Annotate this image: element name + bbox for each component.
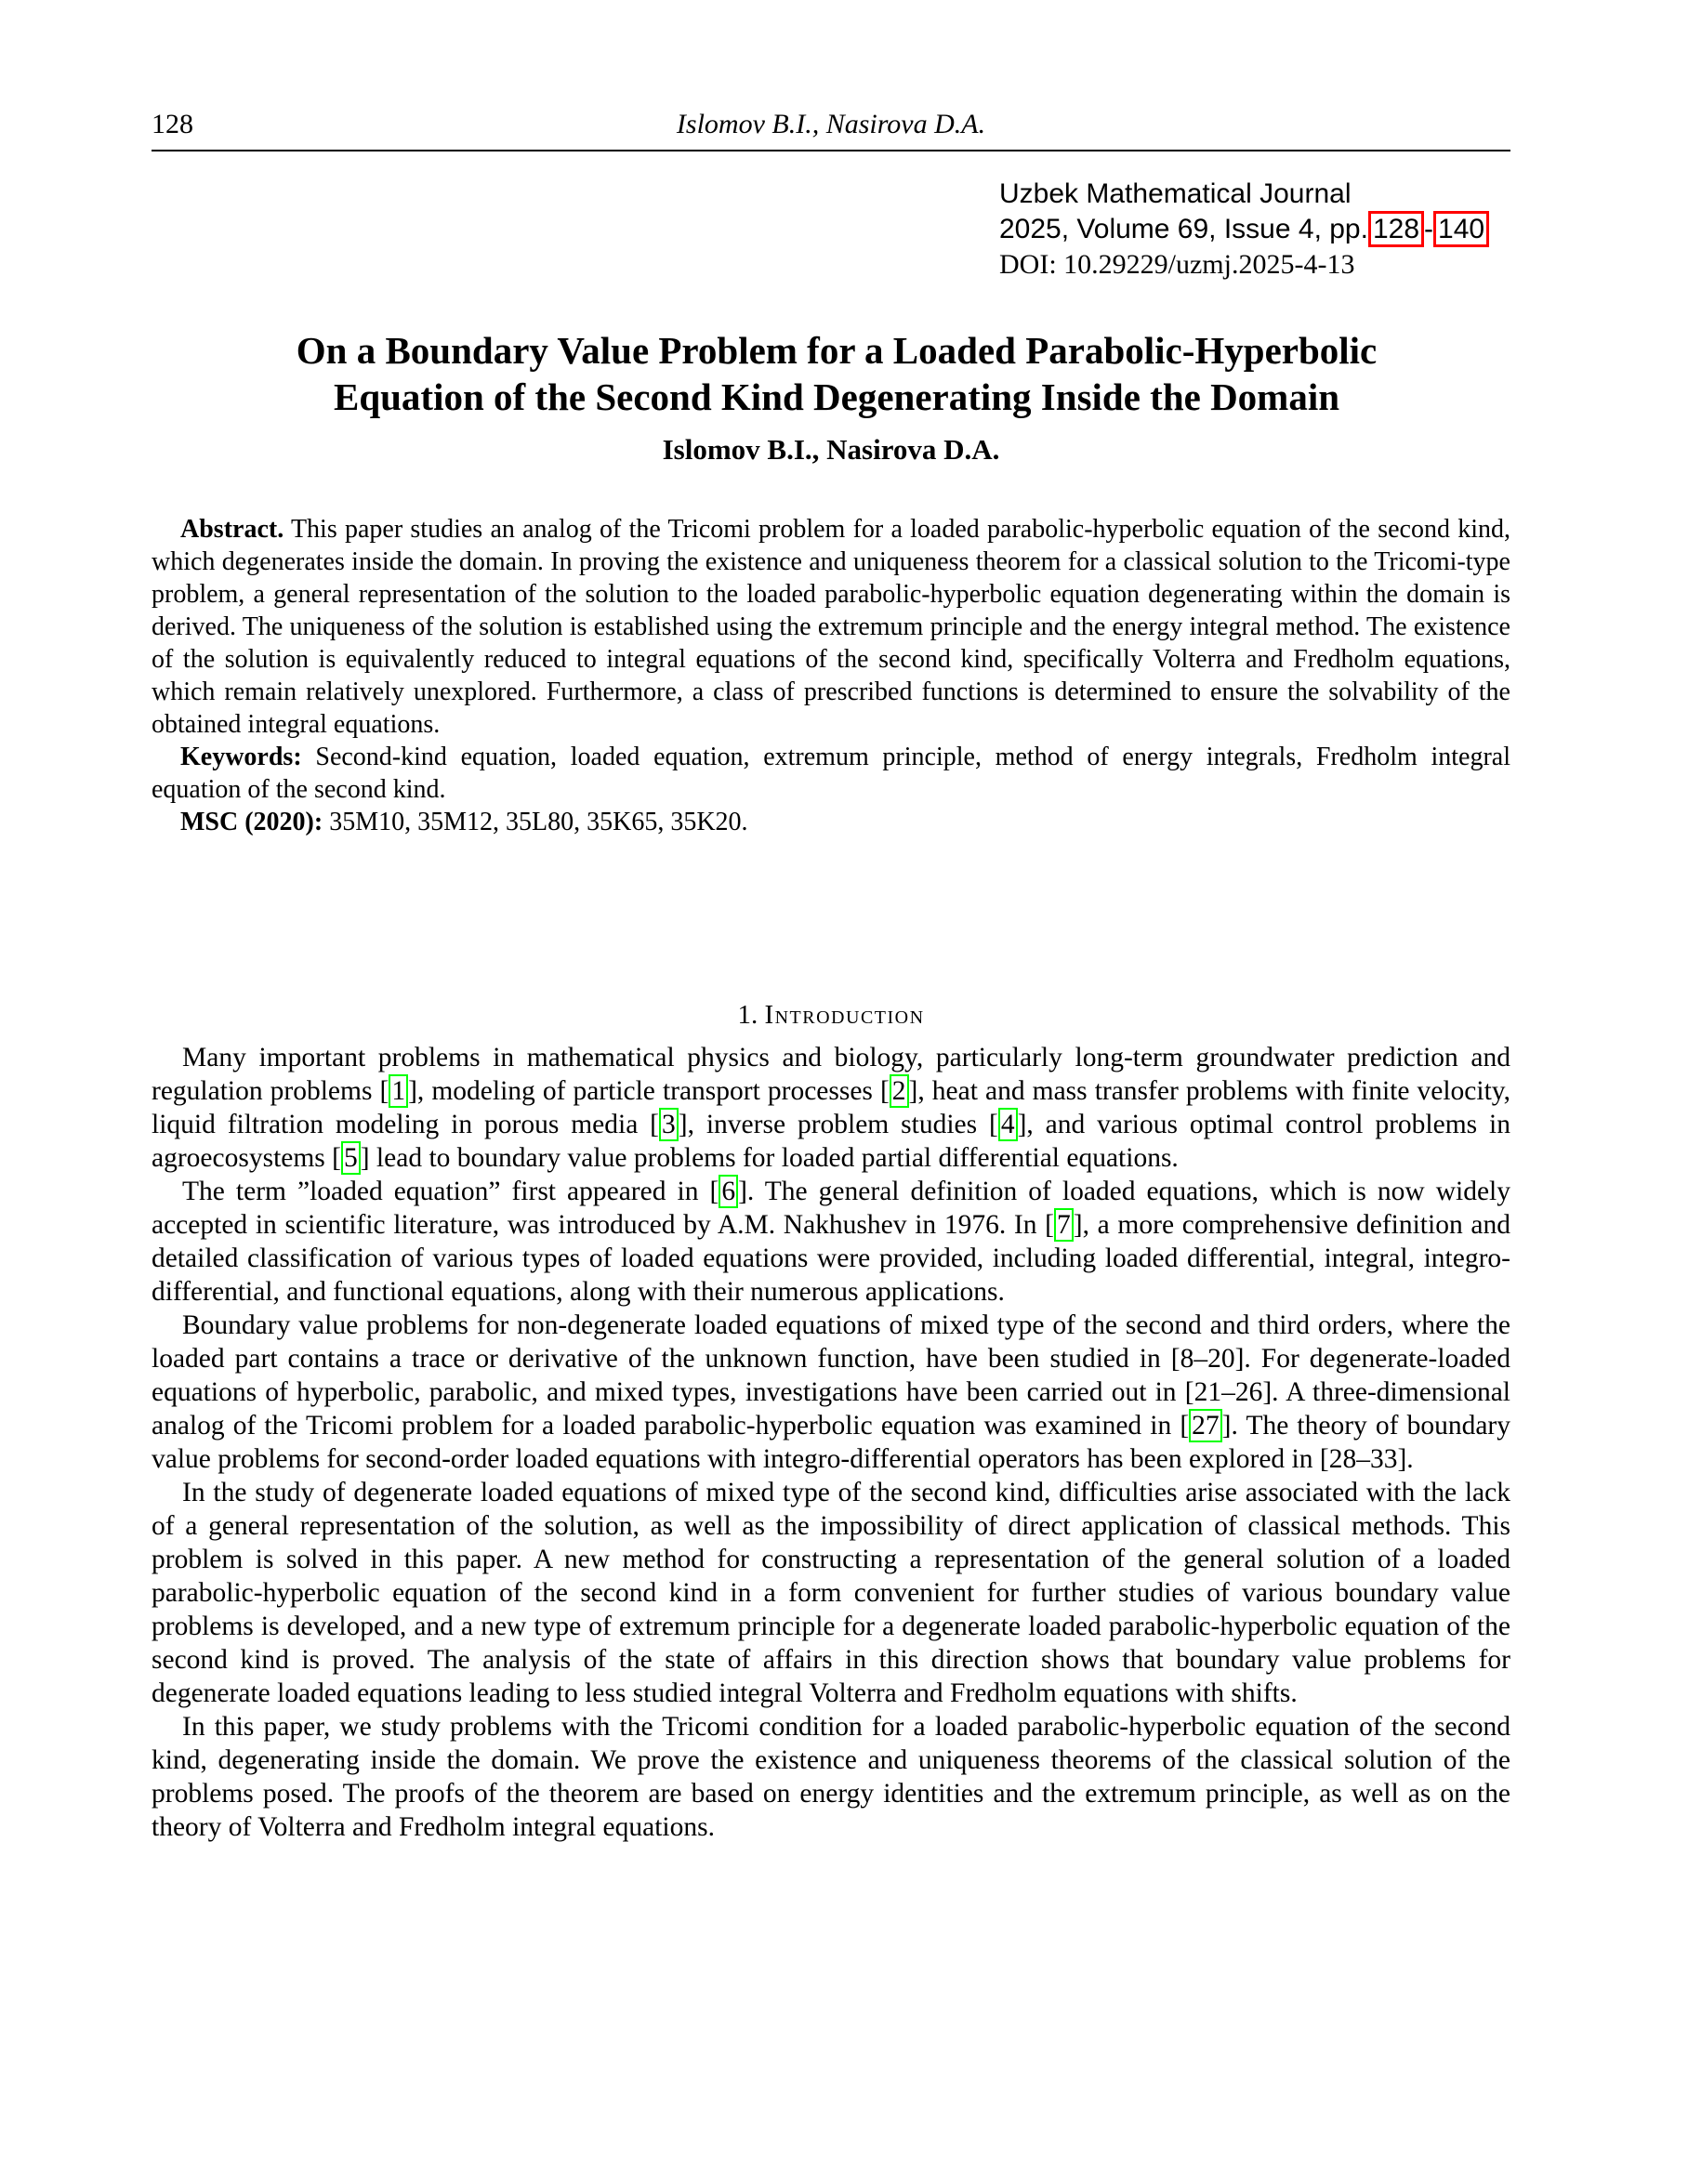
paper-title-line1: On a Boundary Value Problem for a Loaded Parabolic-Hyperbolic [296,329,1378,372]
msc-label: MSC (2020): [180,808,323,836]
page-from-link[interactable]: 128 [1368,211,1424,247]
section-title: Introduction [764,1000,925,1030]
section-number: 1. [737,1000,758,1030]
citation-link[interactable]: 4 [998,1108,1018,1141]
citation-link[interactable]: 27 [1189,1409,1222,1442]
introduction-body [152,1041,1510,1844]
citation-link[interactable]: 7 [1054,1208,1074,1242]
keywords-label: Keywords: [180,743,302,771]
paper-title [112,327,1562,420]
citation-link[interactable]: 6 [719,1175,738,1208]
intro-paragraph: Boundary value problems for non-degenerate loaded equations of mixed type of the second and third orders, where the loaded part contains a trace or derivative of the unknown function, have been studied in [8–20]. For degenerate-loaded equations of hyperbolic, parabolic, and mixed types, investigations have been carried out in [21–26]. A three-dimensional analog of the Tricomi problem for a loaded parabolic-hyperbolic equation was examined in [ 27 ]. The theory of boundary value problems for second-order loaded equations with integro-differential operators has been explored in [28–33]. [152,1310,1510,1474]
intro-paragraph: In this paper, we study problems with the Tricomi condition for a loaded parabolic-hyperbolic equation of the second kind, degenerating inside the domain. We prove the existence and uniqueness theorems of the classical solution of the problems posed. The proofs of the theorem are based on energy identities and the extremum principle, as well as on the theory of Volterra and Fredholm integral equations. [152,1712,1510,1842]
msc-paragraph [152,806,1510,838]
intro-paragraph: The term ”loaded equation” first appeared in [ 6 ]. The general definition of loaded equations, which is now widely accepted in scientific literature, was introduced by A.M. Nakhushev in 1976. In [ 7 ], a more comprehensive definition and detailed classification of various types of loaded equations were provided, including loaded differential, integral, integro-differential, and functional equations, along with their numerous applications. [152,1177,1510,1307]
citation-link[interactable]: 3 [659,1108,679,1141]
running-head: Islomov B.I., Nasirova D.A. [676,109,986,139]
intro-paragraph: Many important problems in mathematical physics and biology, particularly long-term groundwater prediction and regulation problems [ 1 ], modeling of particle transport processes [ 2 ], heat and mass transfer problems with finite velocity, liquid filtration modeling in porous media [ 3 ], inverse problem studies [ 4 ], and various optimal control problems in agroecosystems [ 5 ] lead to boundary value problems for loaded partial differential equations. [152,1043,1510,1173]
journal-issue-line [999,212,1489,247]
keywords-text: Second-kind equation, loaded equation, extremum principle, method of energy integrals, Fredholm integral equation of the second kind. [152,743,1511,804]
page-header [152,108,1510,141]
paper-title-line2: Equation of the Second Kind Degenerating Inside the Domain [333,375,1340,418]
intro-paragraph: In the study of degenerate loaded equations of mixed type of the second kind, difficulties arise associated with the lack of a general representation of the solution, as well as the impossibility of direct application of classical methods. This problem is solved in this paper. A new method for constructing a representation of the general solution of a loaded parabolic-hyperbolic equation of the second kind in a form convenient for further studies of various boundary value problems is developed, and a new type of extremum principle for a degenerate loaded parabolic-hyperbolic equation of the second kind is proved. The analysis of the state of affairs in this direction shows that boundary value problems for degenerate loaded equations leading to less studied integral Volterra and Fredholm equations with shifts. [152,1478,1510,1708]
abstract-block [152,513,1510,838]
doi-line: DOI: 10.29229/uzmj.2025-4-13 [999,249,1355,280]
page-range-separator: - [1424,214,1434,244]
issue-text: 2025, Volume 69, Issue 4, pp. [999,214,1368,244]
header-rule [152,150,1510,151]
journal-name: Uzbek Mathematical Journal [999,178,1352,209]
keywords-paragraph [152,741,1510,806]
citation-link[interactable]: 2 [890,1074,909,1108]
citation-link[interactable]: 1 [389,1074,408,1108]
paper-authors: Islomov B.I., Nasirova D.A. [662,433,1000,466]
abstract-label: Abstract. [180,515,284,544]
page-number: 128 [152,109,193,139]
citation-link[interactable]: 5 [341,1141,361,1175]
page-to-link[interactable]: 140 [1433,211,1489,247]
section-heading [152,1000,1510,1031]
journal-block [999,177,1489,283]
abstract-paragraph [152,513,1510,741]
msc-text: 35M10, 35M12, 35L80, 35K65, 35K20. [329,808,748,836]
abstract-text: This paper studies an analog of the Tricomi problem for a loaded parabolic-hyperbolic equation of the second kind, which degenerates inside the domain. In proving the existence and uniqueness theorem for a classical solution to the Tricomi-type problem, a general representation of the solution to the loaded parabolic-hyperbolic equation degenerating within the domain is derived. The uniqueness of the solution is established using the extremum principle and the energy integral method. The existence of the solution is equivalently reduced to integral equations of the second kind, specifically Volterra and Fredholm equations, which remain relatively unexplored. Furthermore, a class of prescribed functions is determined to ensure the solvability of the obtained integral equations. [152,515,1510,739]
